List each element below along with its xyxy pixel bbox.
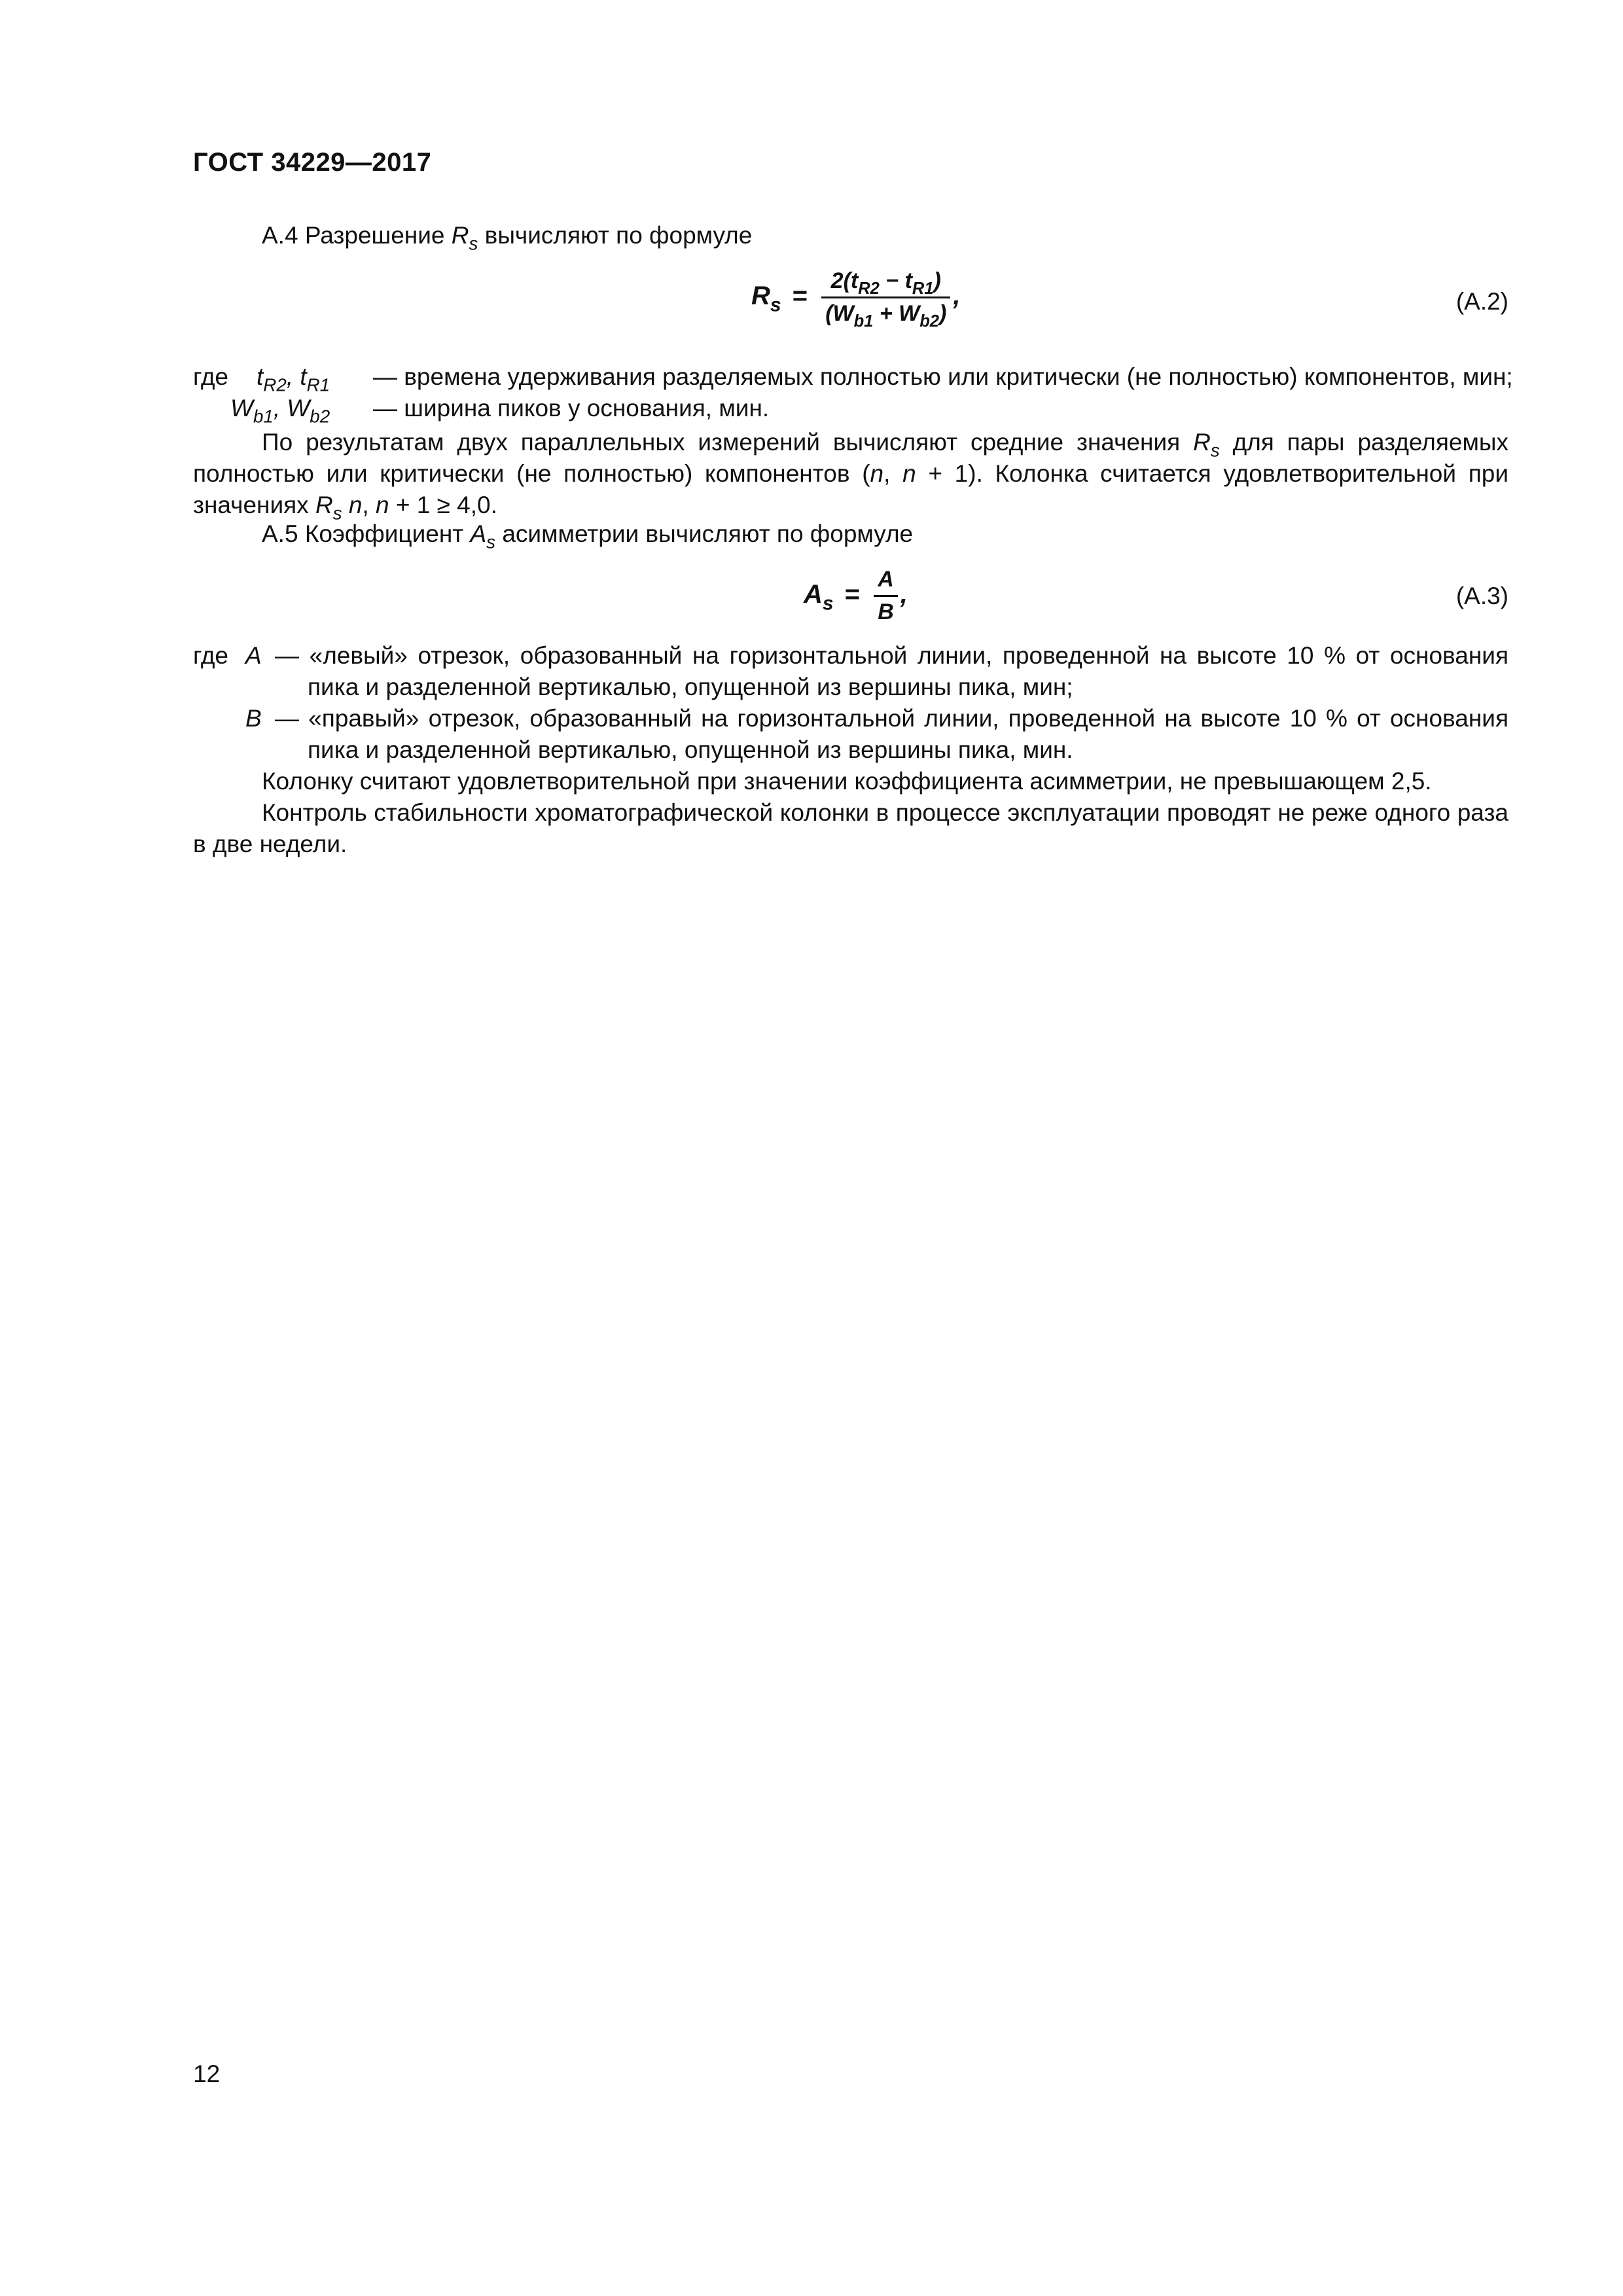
formula-a2: $R_s$ = $\frac{2(t_{R2} - t_{R1})}{(W_{b1} + W_{b2})}$ , bbox=[751, 268, 961, 331]
defs-a3-symbol-a: A bbox=[245, 642, 262, 669]
paragraph-results: По результатам двух параллельных измерений вычисляют средние значения $R_s$ для пары разделяемых полностью или критически (не полностью) компонентов (n, n + 1). Колонка считается удовлетворительной при значениях $R_s$ n, n + 1 ≥ 4,0. bbox=[193, 429, 1509, 524]
formula-a2-number: (А.2) bbox=[1455, 288, 1508, 315]
section-a5-intro: А.5 Коэффициент $A_s$ асимметрии вычисляют по формуле bbox=[262, 520, 914, 552]
formula-a2-numerator: $2(t_{R2} - t_{R1})$ bbox=[821, 268, 950, 298]
defs-a2-where: где bbox=[193, 363, 229, 390]
defs-a2-text-t: — времена удерживания разделяемых полностью или критически (не полностью) компонентов, мин; bbox=[373, 363, 1513, 390]
defs-a2-symbol-t: $t_{R2}$, $t_{R1}$ bbox=[257, 363, 330, 395]
formula-a3: $A_s$ = $\frac{A}{B}$ , bbox=[804, 567, 908, 624]
defs-a3-text-b: — «правый» отрезок, образованный на горизонтальной линии, проведенной на высоте 10 % от основания пика и разделенной вертикалью, опущенной из вершины пика, мин. bbox=[275, 705, 1508, 763]
section-a4-intro: А.4 Разрешение $R_s$ вычисляют по формуле bbox=[262, 222, 753, 254]
paragraph-control: Контроль стабильности хроматографической колонки в процессе эксплуатации проводят не реже одного раза в две недели. bbox=[193, 799, 1508, 857]
defs-a3-where: где bbox=[193, 642, 229, 669]
defs-a3-symbol-b: B bbox=[245, 705, 262, 732]
defs-a2-text-w: — ширина пиков у основания, мин. bbox=[373, 395, 770, 422]
formula-a3-fraction bbox=[874, 567, 898, 625]
standard-header: ГОСТ 34229—2017 bbox=[193, 148, 432, 177]
formula-a2-fraction bbox=[821, 268, 950, 331]
defs-a3-text-a: — «левый» отрезок, образованный на горизонтальной линии, проведенной на высоте 10 % от основания пика и разделенной вертикалью, опущенной из вершины пика, мин; bbox=[275, 642, 1508, 700]
formula-a2-denominator: $(W_{b1} + W_{b2})$ bbox=[825, 301, 947, 331]
formula-a3-numerator: A bbox=[874, 567, 898, 597]
paragraph-column: Колонку считают удовлетворительной при значении коэффициента асимметрии, не превышающем 2,5. bbox=[262, 768, 1432, 795]
formula-a3-number: (А.3) bbox=[1455, 583, 1508, 609]
page-number: 12 bbox=[193, 2060, 221, 2087]
defs-a2-symbol-w: $W_{b1}$, $W_{b2}$ bbox=[230, 395, 330, 427]
formula-a3-denominator: B bbox=[878, 600, 894, 624]
